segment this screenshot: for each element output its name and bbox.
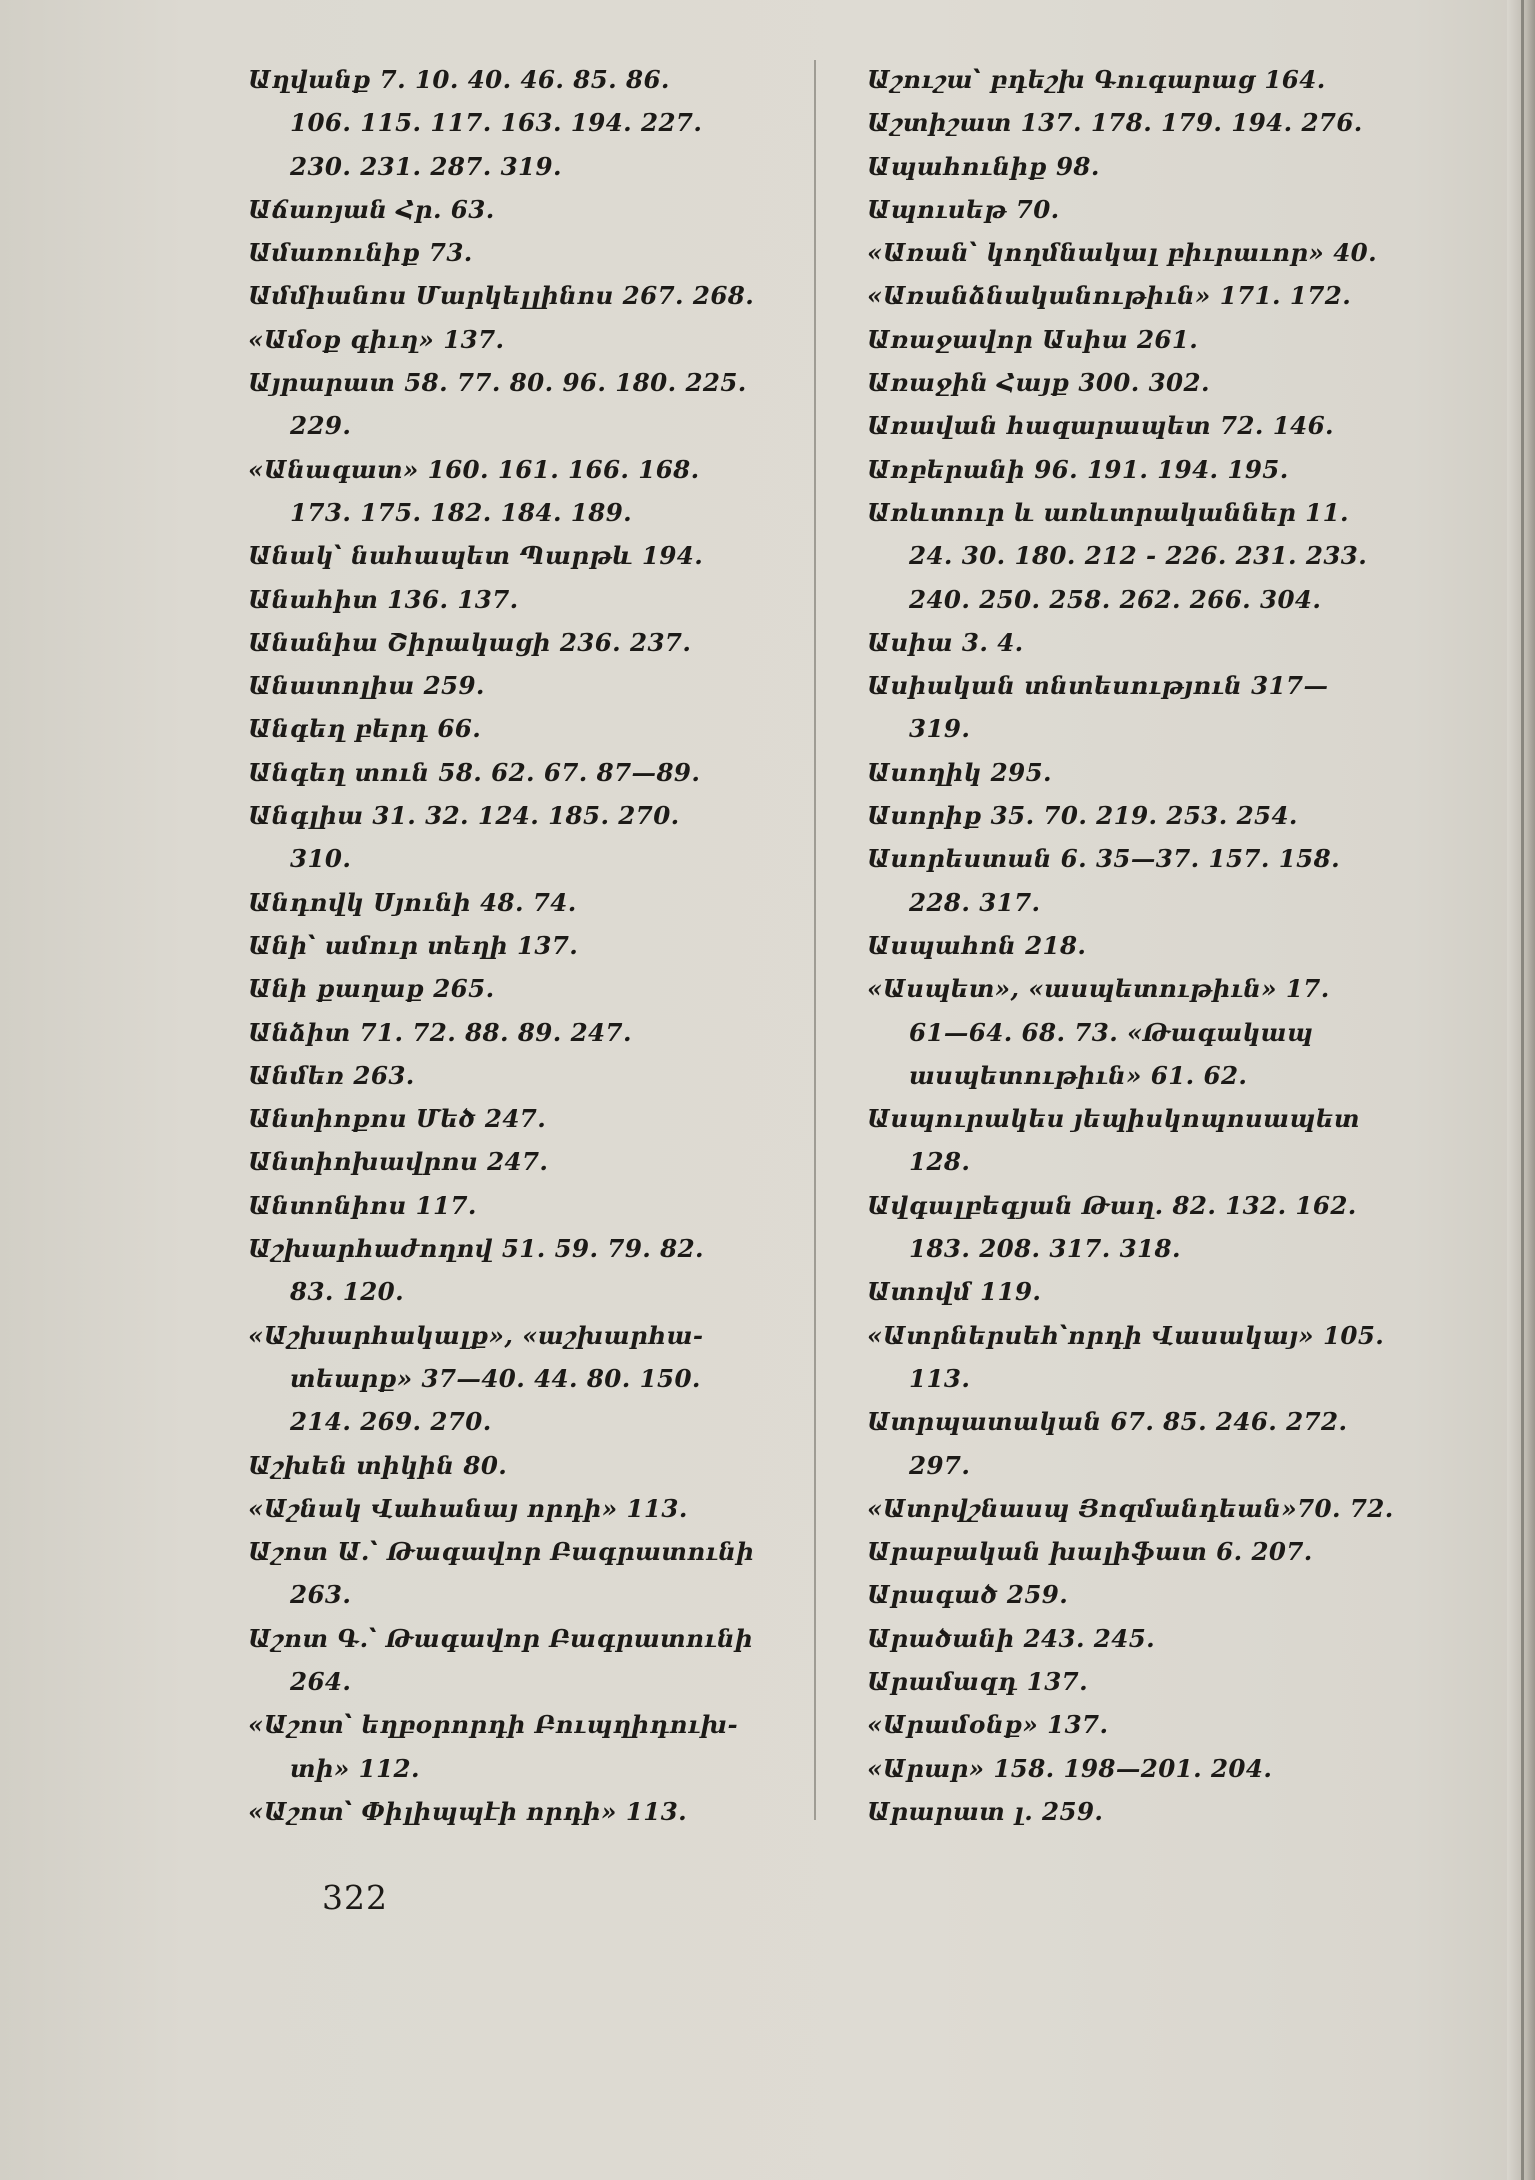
index-entry-line: «Ամօք գիւղ» 137. [248,324,505,354]
index-entry [867,1530,1427,1573]
index-entry-line: «Աշխարհակալք», «աշխարհա- [248,1320,704,1350]
index-entry [867,58,1427,101]
index-entry [248,448,788,535]
index-entry-line: Ասորիք 35. 70. 219. 253. 254. [867,801,1298,831]
index-entry-line: Անմեռ 263. [248,1060,415,1090]
index-entry [248,534,788,577]
index-entry-line: Աղվանք 7. 10. 40. 46. 85. 86. [248,65,670,94]
index-entry [248,751,788,794]
index-entry [867,794,1427,837]
index-entry-line: «Առանձնականութիւն» 171. 172. [867,281,1352,311]
index-entry [248,1011,788,1054]
index-entry-line: Անակ՝ նահապետ Պարթև 194. [248,541,704,571]
index-entry [867,1184,1427,1271]
index-entry [248,188,788,231]
index-entry-line: Ամառունիք 73. [248,238,473,268]
index-entry-line: «Ատրվշնասպ Յոզմանդեան»70. 72. [867,1493,1394,1523]
index-entry [248,274,788,317]
index-entry-line: Աճառյան Հր. 63. [248,194,495,224]
index-entry [867,1617,1427,1660]
index-entry [867,1487,1427,1530]
index-entry-line: Ասպահոն 218. [867,930,1087,960]
index-entry [867,1790,1427,1833]
index-entry [867,621,1427,664]
index-entry-continuation: 214. 269. 270. [290,1407,492,1437]
index-entry-continuation: ասպետութիւն» 61. 62. [909,1060,1248,1090]
index-entry-line: Անի՝ ամուր տեղի 137. [248,930,579,960]
index-column-right [867,58,1427,1833]
index-entry-line: Առևտուր և առևտրականներ 11. [867,497,1349,527]
index-entry-line: Անտիոքոս Մեծ 247. [248,1104,547,1134]
index-entry-continuation: 297. [909,1450,971,1480]
index-entry-line: Աշուշա՝ բդեշխ Գուգարաց 164. [867,65,1326,94]
index-entry [867,967,1427,1097]
index-entry-line: Ատրպատական 67. 85. 246. 272. [867,1407,1348,1437]
index-entry-line: Ամմիանոս Մարկելլինոս 267. 268. [248,281,755,311]
index-entry [248,1617,788,1704]
index-column-left [248,58,788,1833]
index-entry [867,361,1427,404]
index-entry-continuation: 319. [909,714,971,744]
index-entry [867,145,1427,188]
index-entry-line: Արագած 259. [867,1580,1069,1610]
index-entry-line: Ասորեստան 6. 35—37. 157. 158. [867,844,1341,874]
index-entry [248,1140,788,1183]
index-entry-line: «Աշնակ Վահանայ որդի» 113. [248,1493,688,1523]
index-entry [867,1097,1427,1184]
index-entry-line: «Ասպետ», «ասպետութիւն» 17. [867,974,1330,1004]
index-entry [867,274,1427,317]
index-entry-continuation: 230. 231. 287. 319. [290,151,562,181]
index-entry-line: Անատոլիա 259. [248,671,485,701]
index-entry [248,1790,788,1833]
index-entry [867,664,1427,751]
index-entry [867,491,1427,621]
index-entry-line: Արածանի 243. 245. [867,1623,1156,1653]
index-entry-continuation: 229. [290,411,352,441]
index-entry [248,924,788,967]
index-entry-line: Ասիա 3. 4. [867,627,1024,657]
index-entry-continuation: 61—64. 68. 73. «Թագակապ [909,1017,1314,1047]
index-entry-line: Արարատ լ. 259. [867,1796,1104,1826]
index-entry [867,1400,1427,1487]
index-entry [248,1487,788,1530]
index-entry-line: Անտիոխավրոս 247. [248,1147,549,1177]
index-entry [248,58,788,188]
index-entry [248,361,788,448]
index-entry [248,1314,788,1444]
index-entry [867,101,1427,144]
index-entry-line: Ատովմ 119. [867,1277,1042,1307]
index-entry-line: Այրարատ 58. 77. 80. 96. 180. 225. [248,368,747,398]
index-entry [248,707,788,750]
index-entry-continuation: 128. [909,1147,971,1177]
index-entry-line: Ասպուրակես յեպիսկոպոսապետ [867,1104,1360,1134]
index-entry [867,1573,1427,1616]
index-entry [248,578,788,621]
index-entry-line: Անգեղ բերդ 66. [248,714,482,744]
index-entry-line: «Առան՝ կողմնակալ բիւրաւոր» 40. [867,238,1378,268]
index-entry [867,837,1427,924]
index-entry [248,1227,788,1314]
index-entry-continuation: 106. 115. 117. 163. 194. 227. [290,108,703,138]
page-number: 322 [322,1878,388,1917]
index-entry-continuation: տի» 112. [290,1753,420,1783]
index-entry-continuation: 228. 317. [909,887,1041,917]
index-entry-line: Անի քաղաք 265. [248,974,495,1004]
index-entry-line: «Անագատ» 160. 161. 166. 168. [248,454,700,484]
index-entry-continuation: 310. [290,844,352,874]
index-entry [248,1444,788,1487]
index-entry [867,1703,1427,1746]
index-entry-line: Աշոտ Գ.՝ Թագավոր Բագրատունի [248,1623,754,1653]
index-entry-continuation: 24. 30. 180. 212 - 226. 231. 233. [909,541,1368,571]
index-entry-continuation: 183. 208. 317. 318. [909,1234,1181,1264]
index-entry-line: «Արամօնք» 137. [867,1710,1109,1740]
index-entry [248,967,788,1010]
index-entry-line: Առավան հազարապետ 72. 146. [867,411,1334,441]
index-entry-line: Անգլիա 31. 32. 124. 185. 270. [248,801,680,831]
index-entry-continuation: 113. [909,1363,971,1393]
index-entry-line: Առբերանի 96. 191. 194. 195. [867,454,1289,484]
index-entry [867,318,1427,361]
index-entry [867,231,1427,274]
index-entry-line: Աշտիշատ 137. 178. 179. 194. 276. [867,108,1363,138]
index-entry [248,1184,788,1227]
index-entry [867,751,1427,794]
index-entry-continuation: 263. [290,1580,352,1610]
index-entry [867,1314,1427,1401]
index-entry-line: Անձիտ 71. 72. 88. 89. 247. [248,1017,632,1047]
index-entry-continuation: 264. [290,1666,352,1696]
index-entry-line: «Աշոտ՝ եղբօրորդի Բուպղիդուխ- [248,1710,739,1740]
index-entry [867,1747,1427,1790]
index-entry [248,881,788,924]
index-entry-continuation: 83. 120. [290,1277,405,1307]
index-entry [248,231,788,274]
index-entry [248,1703,788,1790]
index-entry-line: Ապահունիք 98. [867,151,1100,181]
column-divider [814,60,816,1820]
index-entry-line: Արաբական խալիֆատ 6. 207. [867,1537,1313,1567]
index-entry-line: «Աշոտ՝ Փիլիպպէի որդի» 113. [248,1796,688,1826]
index-entry-continuation: 240. 250. 258. 262. 266. 304. [909,584,1322,614]
index-entry-line: Աշխարհաժողով 51. 59. 79. 82. [248,1234,704,1264]
index-entry-line: Աշոտ Ա.՝ Թագավոր Բագրատունի [248,1537,755,1567]
index-entry-line: Ասիական տնտեսություն 317— [867,671,1329,701]
index-entry-line: Ավգալբեգյան Թաղ. 82. 132. 162. [867,1190,1357,1220]
index-entry-continuation: 173. 175. 182. 184. 189. [290,497,633,527]
index-entry [867,1660,1427,1703]
index-entry-line: Անանիա Շիրակացի 236. 237. [248,627,692,657]
index-entry [248,318,788,361]
index-entry [248,794,788,881]
index-entry-line: Աշխեն տիկին 80. [248,1450,508,1480]
index-entry-line: Առաջավոր Ասիա 261. [867,324,1199,354]
index-entry-line: Առաջին Հայք 300. 302. [867,368,1210,398]
index-entry [867,188,1427,231]
index-entry [248,621,788,664]
index-entry [867,1270,1427,1313]
index-entry [248,1054,788,1097]
index-entry-line: Անդովկ Սյունի 48. 74. [248,887,577,917]
index-entry-line: Արամազդ 137. [867,1666,1089,1696]
index-entry-line: Անգեղ տուն 58. 62. 67. 87—89. [248,757,701,787]
index-entry-line: Ապուսեթ 70. [867,194,1060,224]
index-entry-line: Անահիտ 136. 137. [248,584,519,614]
index-entry [248,1530,788,1617]
index-entry-line: Ասողիկ 295. [867,757,1052,787]
index-entry [867,448,1427,491]
index-entry-line: Անտոնիոս 117. [248,1190,477,1220]
index-entry-continuation: տեարք» 37—40. 44. 80. 150. [290,1363,701,1393]
index-entry [248,1097,788,1140]
index-entry [867,404,1427,447]
index-entry [248,664,788,707]
index-entry [867,924,1427,967]
index-entry-line: «Ատրներսեհ՝որդի Վասակայ» 105. [867,1320,1385,1350]
index-entry-line: «Արար» 158. 198—201. 204. [867,1753,1273,1783]
page-binding-edge [1507,0,1535,2180]
